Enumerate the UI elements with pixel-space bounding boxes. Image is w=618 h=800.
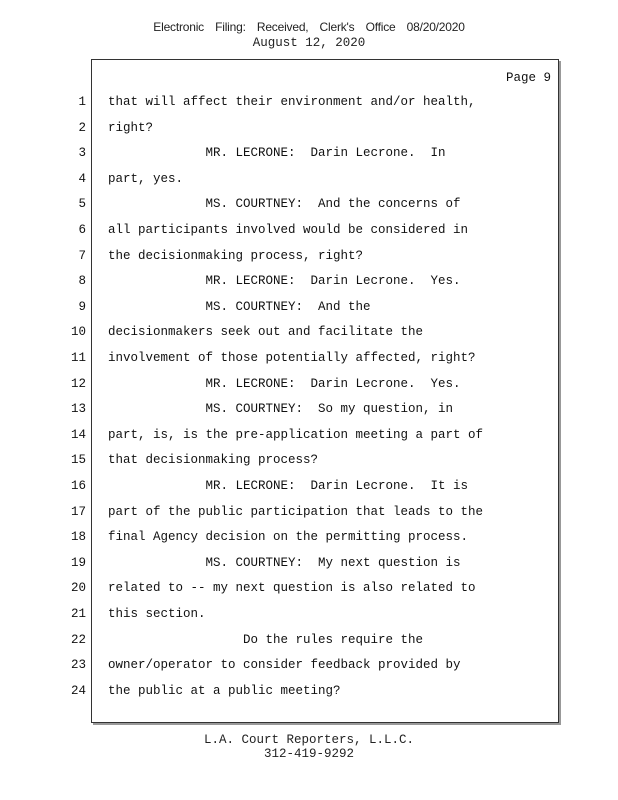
transcript-line-text: the public at a public meeting? <box>108 684 341 698</box>
footer <box>0 733 618 761</box>
line-number: 18 <box>70 530 86 544</box>
page-number: Page 9 <box>505 71 551 85</box>
line-number: 15 <box>70 453 86 467</box>
transcript-line-text: final Agency decision on the permitting process. <box>108 530 469 544</box>
line-number: 10 <box>70 325 86 339</box>
transcript-line-text: MR. LECRONE: Darin Lecrone. It is <box>108 479 469 493</box>
line-number: 23 <box>70 658 86 672</box>
line-number: 21 <box>70 607 86 621</box>
transcript-line-text: related to -- my next question is also related to <box>108 581 476 595</box>
line-number: 17 <box>70 505 86 519</box>
line-number: 8 <box>78 274 86 288</box>
transcript-line-text: that decisionmaking process? <box>108 453 319 467</box>
transcript-line-text: all participants involved would be considered in <box>108 223 469 237</box>
reporter-company: L.A. Court Reporters, L.L.C. <box>203 733 415 747</box>
line-number: 14 <box>70 428 86 442</box>
transcript-line-text: part, is, is the pre-application meeting a part of <box>108 428 484 442</box>
line-number: 3 <box>78 146 86 160</box>
transcript-line-text: MS. COURTNEY: And the concerns of <box>108 197 461 211</box>
transcript-line-text: involvement of those potentially affected, right? <box>108 351 476 365</box>
transcript-line-text: this section. <box>108 607 206 621</box>
transcript-line-text: MS. COURTNEY: And the <box>108 300 371 314</box>
line-number: 16 <box>70 479 86 493</box>
transcript-line-text: MS. COURTNEY: So my question, in <box>108 402 454 416</box>
transcript-line-text: that will affect their environment and/or health, <box>108 95 476 109</box>
transcript-line-text: MS. COURTNEY: My next question is <box>108 556 461 570</box>
line-number: 6 <box>78 223 86 237</box>
line-number: 4 <box>78 172 86 186</box>
line-number: 9 <box>78 300 86 314</box>
line-number: 1 <box>78 95 86 109</box>
transcript-line-text: MR. LECRONE: Darin Lecrone. Yes. <box>108 274 461 288</box>
transcript-line-text: owner/operator to consider feedback provided by <box>108 658 461 672</box>
transcript-line-text: Do the rules require the <box>108 633 424 647</box>
line-number: 11 <box>70 351 86 365</box>
line-number: 7 <box>78 249 86 263</box>
transcript-line-text: part, yes. <box>108 172 184 186</box>
transcript-date: August 12, 2020 <box>252 36 366 50</box>
filing-stamp: Electronic Filing: Received, Clerk's Office 08/20/2020 <box>153 20 465 34</box>
line-number: 13 <box>70 402 86 416</box>
line-number: 2 <box>78 121 86 135</box>
transcript-line-text: the decisionmaking process, right? <box>108 249 364 263</box>
line-number: 5 <box>78 197 86 211</box>
line-number: 22 <box>70 633 86 647</box>
line-number: 20 <box>70 581 86 595</box>
transcript-line-text: decisionmakers seek out and facilitate the <box>108 325 424 339</box>
line-number: 12 <box>70 377 86 391</box>
transcript-line-text: MR. LECRONE: Darin Lecrone. Yes. <box>108 377 461 391</box>
line-number: 19 <box>70 556 86 570</box>
transcript-line-text: MR. LECRONE: Darin Lecrone. In <box>108 146 446 160</box>
transcript-line-text: part of the public participation that leads to the <box>108 505 484 519</box>
transcript-line-text: right? <box>108 121 154 135</box>
line-number: 24 <box>70 684 86 698</box>
reporter-phone: 312-419-9292 <box>263 747 354 761</box>
